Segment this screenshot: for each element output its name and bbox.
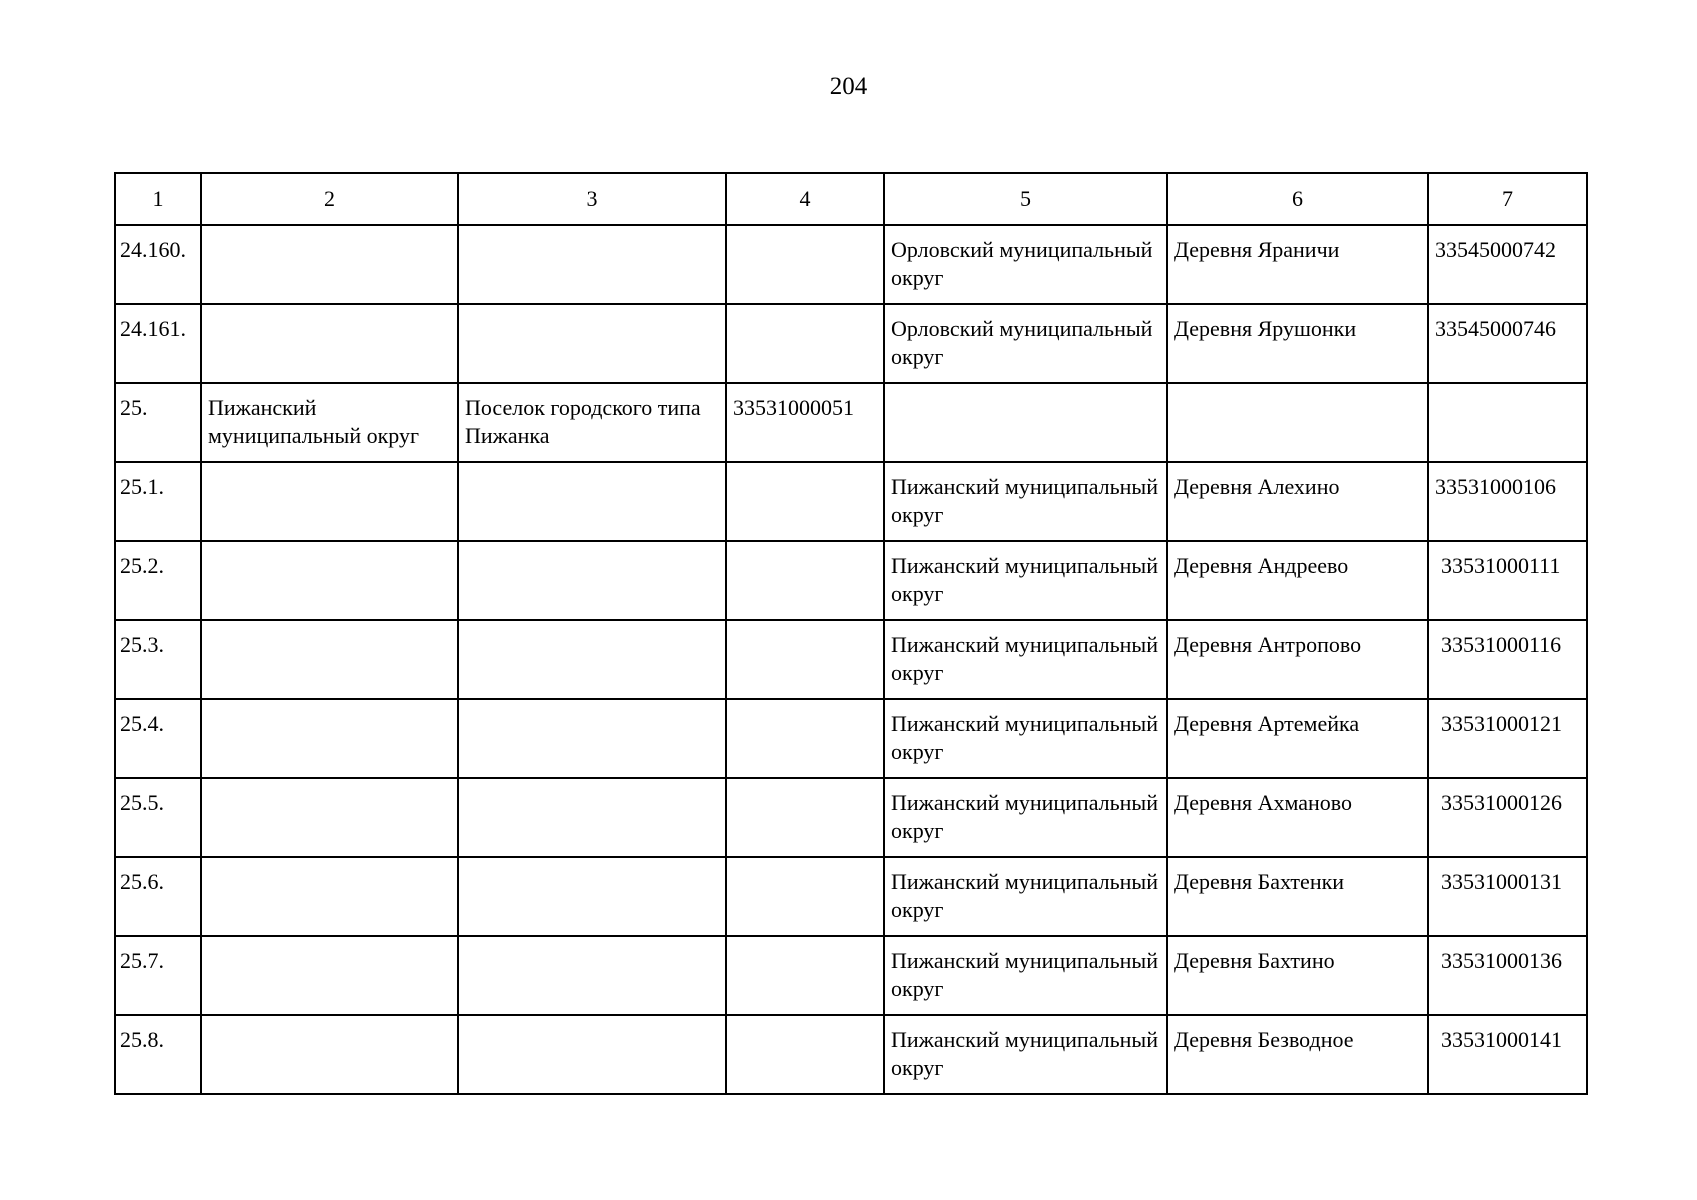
settlement-code-cell xyxy=(726,1015,884,1094)
locality-cell: Деревня Артемейка xyxy=(1167,699,1428,778)
settlement-cell xyxy=(458,304,726,383)
district-cell xyxy=(201,304,458,383)
table-row xyxy=(115,383,1587,462)
locality-code-cell: 33531000131 xyxy=(1428,857,1587,936)
column-header: 2 xyxy=(201,173,458,225)
sub-district-cell: Пижанский муниципальный округ xyxy=(884,1015,1167,1094)
table-row xyxy=(115,1015,1587,1094)
table-row xyxy=(115,304,1587,383)
sub-district-cell: Пижанский муниципальный округ xyxy=(884,857,1167,936)
locality-cell: Деревня Ахманово xyxy=(1167,778,1428,857)
sub-district-cell: Пижанский муниципальный округ xyxy=(884,462,1167,541)
locality-code-cell: 33531000136 xyxy=(1428,936,1587,1015)
settlement-code-cell xyxy=(726,225,884,304)
district-cell xyxy=(201,620,458,699)
row-number-cell: 25. xyxy=(115,383,201,462)
settlement-code-cell xyxy=(726,699,884,778)
row-number-cell: 25.1. xyxy=(115,462,201,541)
settlement-code-cell xyxy=(726,304,884,383)
column-header: 1 xyxy=(115,173,201,225)
settlement-code-cell: 33531000051 xyxy=(726,383,884,462)
district-cell xyxy=(201,1015,458,1094)
locality-code-cell: 33531000126 xyxy=(1428,778,1587,857)
locality-cell: Деревня Антропово xyxy=(1167,620,1428,699)
row-number-cell: 24.160. xyxy=(115,225,201,304)
row-number-cell: 25.3. xyxy=(115,620,201,699)
locality-code-cell xyxy=(1428,383,1587,462)
locality-code-cell: 33531000106 xyxy=(1428,462,1587,541)
table-body xyxy=(115,173,1587,1094)
row-number-cell: 25.4. xyxy=(115,699,201,778)
locality-cell xyxy=(1167,383,1428,462)
sub-district-cell: Пижанский муниципальный округ xyxy=(884,699,1167,778)
settlement-code-cell xyxy=(726,936,884,1015)
sub-district-cell: Пижанский муниципальный округ xyxy=(884,620,1167,699)
locality-code-cell: 33531000141 xyxy=(1428,1015,1587,1094)
district-cell xyxy=(201,462,458,541)
sub-district-cell: Орловский муниципальный округ xyxy=(884,225,1167,304)
table-row xyxy=(115,541,1587,620)
settlement-cell xyxy=(458,699,726,778)
locality-cell: Деревня Ярушонки xyxy=(1167,304,1428,383)
district-cell: Пижанский муниципальный округ xyxy=(201,383,458,462)
settlement-cell xyxy=(458,1015,726,1094)
locality-code-cell: 33531000116 xyxy=(1428,620,1587,699)
column-header: 4 xyxy=(726,173,884,225)
district-cell xyxy=(201,699,458,778)
row-number-cell: 25.5. xyxy=(115,778,201,857)
column-header: 5 xyxy=(884,173,1167,225)
locality-code-cell: 33531000111 xyxy=(1428,541,1587,620)
row-number-cell: 25.8. xyxy=(115,1015,201,1094)
settlement-cell xyxy=(458,936,726,1015)
table-row xyxy=(115,462,1587,541)
district-cell xyxy=(201,541,458,620)
sub-district-cell: Орловский муниципальный округ xyxy=(884,304,1167,383)
table-row xyxy=(115,936,1587,1015)
row-number-cell: 24.161. xyxy=(115,304,201,383)
locality-code-cell: 33545000742 xyxy=(1428,225,1587,304)
settlement-cell xyxy=(458,620,726,699)
column-header: 6 xyxy=(1167,173,1428,225)
row-number-cell: 25.2. xyxy=(115,541,201,620)
sub-district-cell: Пижанский муниципальный округ xyxy=(884,541,1167,620)
settlement-cell xyxy=(458,462,726,541)
locality-cell: Деревня Бахтенки xyxy=(1167,857,1428,936)
settlement-code-cell xyxy=(726,541,884,620)
locality-cell: Деревня Безводное xyxy=(1167,1015,1428,1094)
sub-district-cell xyxy=(884,383,1167,462)
data-table xyxy=(114,172,1588,1095)
row-number-cell: 25.7. xyxy=(115,936,201,1015)
settlement-cell xyxy=(458,778,726,857)
locality-cell: Деревня Яраничи xyxy=(1167,225,1428,304)
district-cell xyxy=(201,778,458,857)
locality-code-cell: 33531000121 xyxy=(1428,699,1587,778)
settlement-cell xyxy=(458,541,726,620)
settlement-cell xyxy=(458,225,726,304)
page-number: 204 xyxy=(829,73,868,100)
district-cell xyxy=(201,857,458,936)
row-number-cell: 25.6. xyxy=(115,857,201,936)
settlement-code-cell xyxy=(726,462,884,541)
table-header-row xyxy=(115,173,1587,225)
column-header: 7 xyxy=(1428,173,1587,225)
locality-code-cell: 33545000746 xyxy=(1428,304,1587,383)
locality-cell: Деревня Бахтино xyxy=(1167,936,1428,1015)
settlement-cell xyxy=(458,857,726,936)
table-row xyxy=(115,857,1587,936)
column-header: 3 xyxy=(458,173,726,225)
sub-district-cell: Пижанский муниципальный округ xyxy=(884,936,1167,1015)
district-cell xyxy=(201,936,458,1015)
district-cell xyxy=(201,225,458,304)
table-row xyxy=(115,225,1587,304)
table-row xyxy=(115,778,1587,857)
table-row xyxy=(115,620,1587,699)
locality-cell: Деревня Алехино xyxy=(1167,462,1428,541)
settlement-cell: Поселок городского типа Пижанка xyxy=(458,383,726,462)
settlement-code-cell xyxy=(726,857,884,936)
locality-cell: Деревня Андреево xyxy=(1167,541,1428,620)
settlement-code-cell xyxy=(726,778,884,857)
sub-district-cell: Пижанский муниципальный округ xyxy=(884,778,1167,857)
settlement-code-cell xyxy=(726,620,884,699)
table-row xyxy=(115,699,1587,778)
